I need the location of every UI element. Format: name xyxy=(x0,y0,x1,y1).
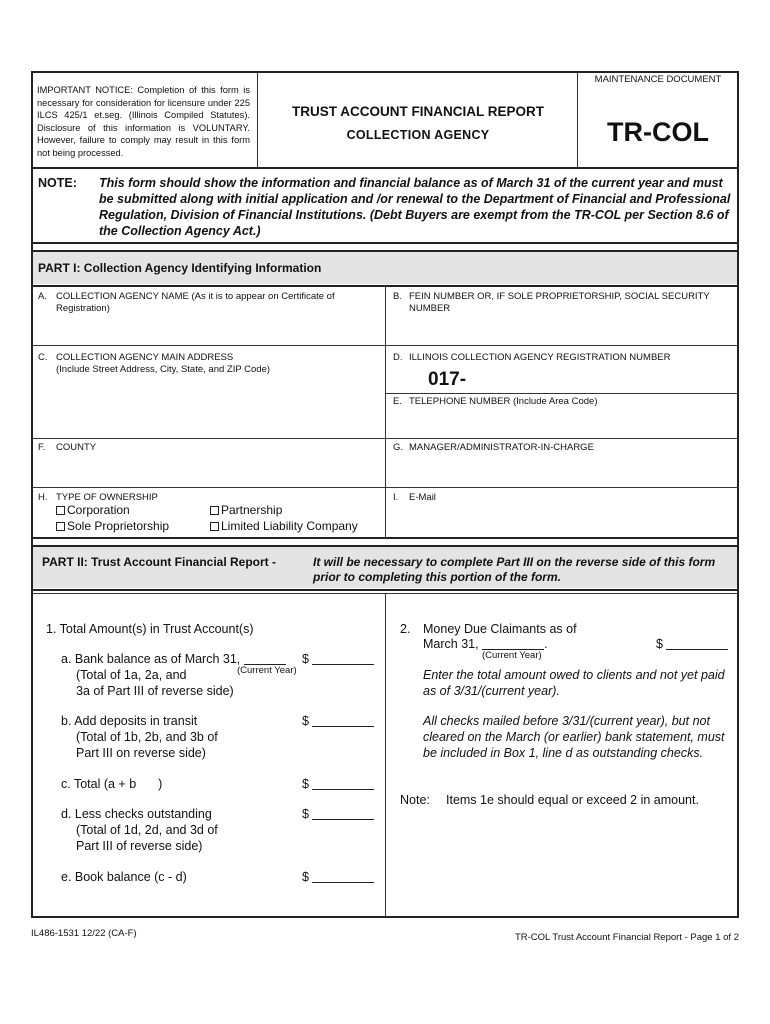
checkbox-icon[interactable] xyxy=(56,522,65,531)
form-subtitle: COLLECTION AGENCY xyxy=(346,128,490,142)
field-b-letter: B. xyxy=(393,291,402,302)
item2-instruction-3: All checks mailed before 3/31/(current year), but not xyxy=(423,714,710,728)
item1d-line2: (Total of 1d, 2d, and 3d of xyxy=(76,823,218,837)
row-fg-bottom xyxy=(31,487,739,488)
field-h-letter: H. xyxy=(38,492,48,503)
field-c-label: COLLECTION AGENCY MAIN ADDRESS xyxy=(56,352,234,363)
item1a-amount[interactable] xyxy=(302,651,374,667)
field-g-letter: G. xyxy=(393,442,404,453)
item1d-amount-blank[interactable] xyxy=(312,819,374,820)
field-e-letter: E. xyxy=(393,396,402,407)
field-i-letter: I. xyxy=(393,492,399,503)
dollar-sign: $ xyxy=(302,777,309,791)
part2-header-bottom xyxy=(31,589,739,591)
footer-page-info: TR-COL Trust Account Financial Report - Page 1 of 2 xyxy=(514,932,739,943)
part2-header-top xyxy=(31,545,739,547)
item2-amount[interactable] xyxy=(656,636,728,652)
item1d-amount[interactable] xyxy=(302,806,374,822)
ownership-corporation-label: Corporation xyxy=(67,503,130,517)
field-a-letter: A. xyxy=(38,291,47,302)
dollar-sign: $ xyxy=(302,652,309,666)
item1e-amount[interactable] xyxy=(302,869,374,885)
ownership-partnership-label: Partnership xyxy=(221,503,283,517)
county-field[interactable] xyxy=(33,456,383,486)
note-text: This form should show the information and financial balance as of March 31 of the current year and must be submitted along with initial application and /or renewal to the Department of Financial and Professional Regulation, Division of Financial Institutions. (Debt Buyers are exempt from the TR-COL per Section 8.6 of the Collection Agency Act.) xyxy=(99,176,731,238)
part2-note-text: Items 1e should equal or exceed 2 in amount. xyxy=(446,793,699,807)
part1-header-top xyxy=(31,250,739,252)
ownership-llc-label: Limited Liability Company xyxy=(221,519,358,533)
item1b-label: b. Add deposits in transit xyxy=(61,714,198,728)
registration-number-field[interactable]: 017- xyxy=(428,369,467,390)
field-i-label: E-Mail xyxy=(409,492,436,503)
note-label: NOTE: xyxy=(38,176,77,190)
agency-name-field[interactable] xyxy=(33,316,383,344)
header-bottom-rule xyxy=(31,167,739,169)
dollar-sign: $ xyxy=(302,807,309,821)
field-h-label: TYPE OF OWNERSHIP xyxy=(56,492,158,503)
dollar-sign: $ xyxy=(656,637,663,651)
field-b-label: FEIN NUMBER OR, IF SOLE PROPRIETORSHIP, SOCIAL SECURITY NUMBER xyxy=(409,291,710,314)
item2-date-text: March 31, xyxy=(423,637,479,651)
item1a-year-hint: (Current Year) xyxy=(237,665,297,676)
field-d-letter: D. xyxy=(393,352,403,363)
item2-instruction-5: be included in Box 1, line d as outstanding checks. xyxy=(423,746,704,760)
item1b-line3: Part III on reverse side) xyxy=(76,746,206,760)
fein-field[interactable] xyxy=(387,316,737,344)
item1a-line3: 3a of Part III of reverse side) xyxy=(76,684,234,698)
item1c-label xyxy=(61,776,162,792)
checkbox-icon[interactable] xyxy=(56,506,65,515)
item1e-amount-blank[interactable] xyxy=(312,882,374,883)
ownership-sole-proprietorship[interactable] xyxy=(56,519,169,534)
field-a-label: COLLECTION AGENCY NAME (As it is to appear on Certificate of Registration) xyxy=(56,291,335,314)
item1d-line3: Part III of reverse side) xyxy=(76,839,203,853)
item2-year-hint: (Current Year) xyxy=(482,650,542,661)
part2-title-note-2: prior to completing this portion of the form. xyxy=(313,570,561,584)
ownership-corporation[interactable] xyxy=(56,503,130,518)
item1b-line2: (Total of 1b, 2b, and 3b of xyxy=(76,730,218,744)
item2-date: March 31, . xyxy=(423,637,548,651)
email-field[interactable] xyxy=(387,506,737,536)
field-f-label: COUNTY xyxy=(56,442,97,453)
part2-note-label: Note: xyxy=(400,793,430,807)
ownership-llc[interactable] xyxy=(210,519,358,534)
footer-form-id: IL486-1531 12/22 (CA-F) xyxy=(31,928,137,939)
field-d-label: ILLINOIS COLLECTION AGENCY REGISTRATION NUMBER xyxy=(409,352,671,363)
item2-number: 2. xyxy=(400,622,411,636)
field-e-label: TELEPHONE NUMBER (Include Area Code) xyxy=(409,396,598,407)
field-c-sublabel: (Include Street Address, City, State, and ZIP Code) xyxy=(56,364,271,375)
part1-bottom-rule xyxy=(31,537,739,539)
address-field[interactable] xyxy=(33,380,383,436)
part1-center-divider xyxy=(385,286,386,537)
note-bottom-rule xyxy=(31,242,739,244)
item1d-label: d. Less checks outstanding xyxy=(61,807,212,821)
form-title: TRUST ACCOUNT FINANCIAL REPORT xyxy=(292,104,544,119)
item1e-label: e. Book balance (c - d) xyxy=(61,870,187,884)
item1c-text: c. Total (a + b xyxy=(61,777,137,791)
dollar-sign: $ xyxy=(302,714,309,728)
telephone-field[interactable] xyxy=(387,410,737,436)
item2-amount-blank[interactable] xyxy=(666,649,728,650)
item2-heading: Money Due Claimants as of xyxy=(423,622,577,636)
item2-instruction-4: cleared on the March (or earlier) bank statement, must xyxy=(423,730,725,744)
checkbox-icon[interactable] xyxy=(210,506,219,515)
field-f-letter: F. xyxy=(38,442,46,453)
part1-title: PART I: Collection Agency Identifying Information xyxy=(38,261,322,275)
ownership-sole-proprietorship-label: Sole Proprietorship xyxy=(67,519,170,533)
checkbox-icon[interactable] xyxy=(210,522,219,531)
item1c-amount[interactable] xyxy=(302,776,374,792)
item1a-line2: (Total of 1a, 2a, and xyxy=(76,668,187,682)
field-g-label: MANAGER/ADMINISTRATOR-IN-CHARGE xyxy=(409,442,594,453)
form-code: TR-COL xyxy=(607,117,709,147)
item1-heading: 1. Total Amount(s) in Trust Account(s) xyxy=(46,622,254,636)
row-cde-bottom xyxy=(31,438,739,439)
part2-title: PART II: Trust Account Financial Report - xyxy=(42,555,277,569)
dollar-sign: $ xyxy=(302,870,309,884)
item1c-close: ) xyxy=(158,777,163,791)
item1b-amount[interactable] xyxy=(302,713,374,729)
item1a-text: a. Bank balance as of March 31, xyxy=(61,652,241,666)
manager-field[interactable] xyxy=(387,456,737,486)
header-divider-left xyxy=(257,72,258,168)
important-notice: IMPORTANT NOTICE: Completion of this form is necessary for consideration for licensure under 225 ILCS 425/1 et.seg. (Illinois Compiled Statutes). Disclosure of this information is VOLUNTARY. However, failure to comply may result in this form not being processed. xyxy=(37,85,250,158)
ownership-partnership[interactable] xyxy=(210,503,282,518)
item1a-amount-blank[interactable] xyxy=(312,664,374,665)
maintenance-label: MAINTENANCE DOCUMENT xyxy=(594,74,722,85)
part2-center-divider xyxy=(385,594,386,916)
item1c-amount-blank[interactable] xyxy=(312,789,374,790)
part2-title-note-1: It will be necessary to complete Part III on the reverse side of this form xyxy=(313,555,716,569)
item1b-amount-blank[interactable] xyxy=(312,726,374,727)
row-ab-bottom xyxy=(31,345,739,346)
field-c-letter: C. xyxy=(38,352,48,363)
item2-instruction-2: as of 3/31/(current year). xyxy=(423,684,560,698)
row-de-divider xyxy=(386,393,739,394)
item2-instruction-1: Enter the total amount owed to clients and not yet paid xyxy=(423,668,725,682)
